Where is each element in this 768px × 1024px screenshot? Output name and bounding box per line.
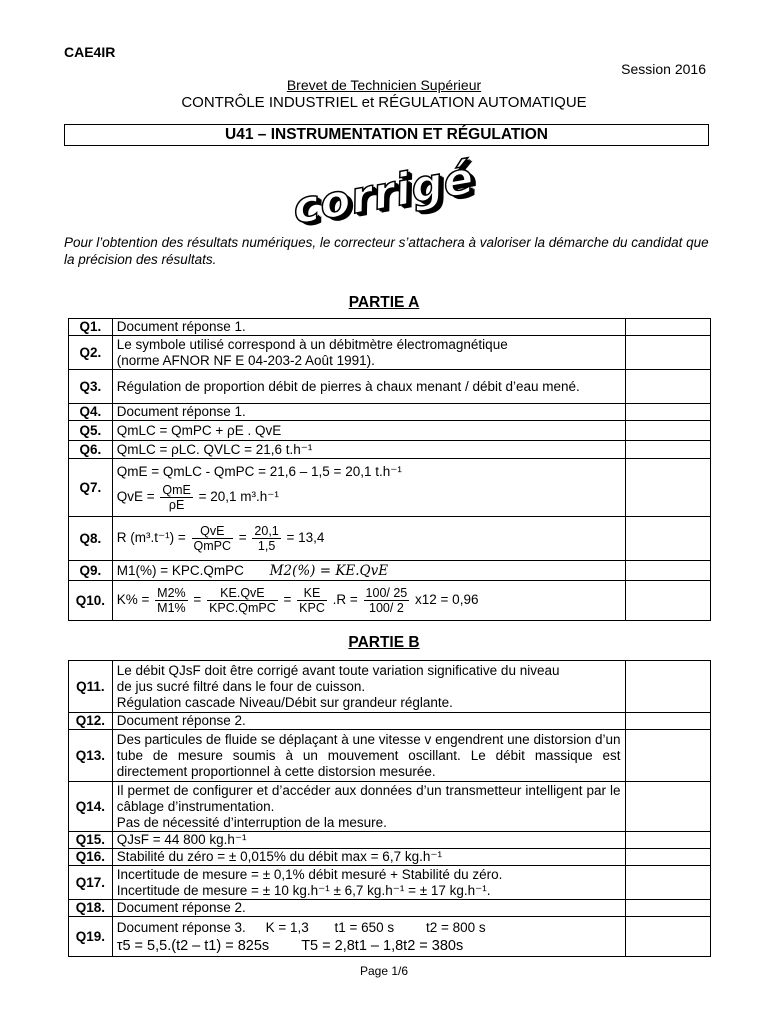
- table-row: [69, 404, 711, 421]
- table-row: [69, 459, 711, 517]
- mark-cell: [625, 730, 710, 782]
- page-number: Page 1/6: [359, 964, 409, 978]
- formula-lhs: QvE =: [116, 488, 155, 504]
- mark-cell: [625, 832, 710, 849]
- answer-line: [117, 936, 621, 954]
- table-row: [69, 782, 711, 832]
- question-label: Q4.: [69, 404, 113, 421]
- mark-cell: [625, 561, 710, 581]
- fraction-numerator: KE.QvE: [207, 586, 278, 601]
- formula-rhs: = 13,4: [286, 530, 325, 546]
- table-row: [69, 421, 711, 441]
- answer-line: QmE = QmLC - QmPC = 21,6 – 1,5 = 20,1 t.h⁻¹: [116, 463, 402, 479]
- intro-paragraph: Pour l’obtention des résultats numériques, le correcteur s’attachera à valoriser la démarche du candidat que la précision des résultats.: [64, 235, 709, 267]
- part-a-title: PARTIE A: [348, 294, 420, 311]
- table-row: [69, 319, 711, 336]
- fraction: [207, 586, 278, 615]
- answer-part: t1 = 650 s: [334, 919, 395, 935]
- table-row: [69, 581, 711, 621]
- question-label: Q2.: [69, 336, 113, 370]
- table-row: [69, 832, 711, 849]
- answer-line: Incertitude de mesure = ± 10 kg.h⁻¹ ± 6,7 kg.h⁻¹ = ± 17 kg.h⁻¹.: [116, 882, 491, 898]
- answer-line: [117, 920, 621, 936]
- fraction-numerator: 100/ 25: [365, 586, 408, 600]
- question-label: Q3.: [69, 370, 113, 404]
- fraction: [192, 524, 234, 553]
- answer-line: Il permet de configurer et d’accéder aux données d’un transmetteur intelligent par le câblage d’instrumentation.: [116, 782, 621, 814]
- answer-line: Pas de nécessité d’interruption de la mesure.: [116, 814, 387, 830]
- answer-text: Document réponse 1.: [112, 319, 625, 336]
- mark-cell: [625, 581, 710, 621]
- answer-text: QmLC = QmPC + ρE . QvE: [112, 421, 625, 441]
- question-label: Q10.: [69, 581, 113, 621]
- mark-cell: [625, 849, 710, 866]
- answer-text: QJsF = 44 800 kg.h⁻¹: [112, 832, 625, 849]
- mark-cell: [625, 782, 710, 832]
- table-row: [69, 866, 711, 900]
- question-label: Q13.: [69, 730, 113, 782]
- mark-cell: [625, 421, 710, 441]
- fraction: [160, 483, 192, 512]
- table-row: [69, 917, 711, 957]
- question-label: Q11.: [69, 661, 113, 713]
- diploma-title: Brevet de Technicien Supérieur: [286, 77, 482, 93]
- answer-text: [112, 661, 625, 713]
- question-label: Q18.: [69, 900, 113, 917]
- fraction-numerator: QmE: [162, 482, 191, 497]
- table-row: [69, 849, 711, 866]
- answer-line: Régulation cascade Niveau/Débit sur grandeur réglante.: [116, 694, 453, 710]
- mark-cell: [625, 404, 710, 421]
- question-label: Q5.: [69, 421, 113, 441]
- answer-text: Document réponse 1.: [112, 404, 625, 421]
- table-row: [69, 441, 711, 459]
- answer-text: [112, 782, 625, 832]
- fraction-denominator: 100/ 2: [369, 601, 404, 615]
- mark-cell: [625, 517, 710, 561]
- answer-formula: [112, 459, 625, 517]
- fraction-numerator: 20,1: [254, 524, 279, 538]
- mark-cell: [625, 866, 710, 900]
- answer-part: τ5 = 5,5.(t2 – t1) = 825s: [116, 937, 270, 954]
- fraction-numerator: M2%: [157, 586, 186, 600]
- table-row: [69, 370, 711, 404]
- fraction-denominator: KPC.QmPC: [209, 601, 276, 615]
- part-a-table: [68, 318, 711, 621]
- table-row: [69, 900, 711, 917]
- fraction: [155, 586, 187, 615]
- fraction-denominator: 1,5: [257, 539, 276, 553]
- mark-cell: [625, 900, 710, 917]
- question-label: Q1.: [69, 319, 113, 336]
- question-label: Q12.: [69, 713, 113, 730]
- formula-line: [117, 480, 621, 512]
- table-row: [69, 661, 711, 713]
- fraction: [364, 586, 410, 615]
- mark-cell: [625, 713, 710, 730]
- formula-lhs: K% =: [116, 592, 150, 608]
- formula-rhs: M2(%) = KE.QvE: [269, 562, 389, 579]
- fraction-denominator: ρE: [168, 497, 185, 512]
- question-label: Q19.: [69, 917, 113, 957]
- answer-text: Document réponse 2.: [112, 900, 625, 917]
- answer-part: Document réponse 3.: [116, 919, 246, 935]
- fraction-numerator: KE: [297, 586, 327, 601]
- question-label: Q14.: [69, 782, 113, 832]
- fraction: [252, 524, 280, 553]
- mark-cell: [625, 336, 710, 370]
- session-label: Session 2016: [621, 61, 706, 77]
- formula-rhs: x12 = 0,96: [415, 592, 479, 608]
- answer-text: Des particules de fluide se déplaçant à une vitesse v engendrent une distorsion d’un tube de mesure soumis à un mouvement oscillant. Le débit massique est directement proportionnel à cette distorsion mesurée.: [112, 730, 625, 782]
- mark-cell: [625, 917, 710, 957]
- answer-text: [112, 866, 625, 900]
- formula-mid: .R =: [332, 592, 358, 608]
- question-label: Q9.: [69, 561, 113, 581]
- answer-line: Incertitude de mesure = ± 0,1% débit mesuré + Stabilité du zéro.: [116, 866, 503, 882]
- answer-part: t2 = 800 s: [425, 919, 486, 935]
- fraction-numerator: QvE: [192, 524, 234, 539]
- mark-cell: [625, 459, 710, 517]
- mark-cell: [625, 441, 710, 459]
- question-label: Q15.: [69, 832, 113, 849]
- mark-cell: [625, 370, 710, 404]
- answer-text: [112, 917, 625, 957]
- answer-part: T5 = 2,8t1 – 1,8t2 = 380s: [301, 937, 464, 954]
- answer-formula: K% = $\frac{M2\%}{M1\%}$ = $\frac{\text{KE.QvE}}{\text{KPC.QmPC}}$ = $\frac{KE}{\text{KPC}}$ .R = $\frac{100/ 25}{100/ 2}$ x12 = 0,96: [112, 581, 625, 621]
- answer-text: Document réponse 2.: [112, 713, 625, 730]
- answer-text: [112, 336, 625, 370]
- part-b-title: PARTIE B: [348, 634, 420, 651]
- fraction-denominator: KPC: [299, 601, 325, 615]
- answer-line: Le symbole utilisé correspond à un débitmètre électromagnétique: [116, 336, 508, 352]
- part-b-table: [68, 660, 711, 957]
- answer-line: Le débit QJsF doit être corrigé avant toute variation significative du niveau: [116, 662, 560, 678]
- answer-line: de jus sucré filtré dans le four de cuisson.: [116, 678, 366, 694]
- answer-part: K = 1,3: [265, 919, 309, 935]
- answer-formula: R (m³.t⁻¹) = $\frac{\text{QvE}}{\text{QmPC}}$ = $\frac{20,1}{1,5}$ = 13,4: [112, 517, 625, 561]
- answer-formula: [112, 561, 625, 581]
- question-label: Q16.: [69, 849, 113, 866]
- answer-text: Stabilité du zéro = ± 0,015% du débit max = 6,7 kg.h⁻¹: [112, 849, 625, 866]
- table-row: [69, 517, 711, 561]
- table-row: [69, 561, 711, 581]
- formula-lhs: M1(%) = KPC.QmPC: [116, 562, 244, 578]
- formula-lhs: R (m³.t⁻¹) =: [116, 530, 186, 546]
- mark-cell: [625, 319, 710, 336]
- fraction-denominator: QmPC: [193, 539, 231, 553]
- fraction: [297, 586, 327, 615]
- answer-text: QmLC = ρLC. QVLC = 21,6 t.h⁻¹: [112, 441, 625, 459]
- table-row: [69, 730, 711, 782]
- answer-line: (norme AFNOR NF E 04-203-2 Août 1991).: [116, 352, 375, 368]
- question-label: Q7.: [69, 459, 113, 517]
- question-label: Q17.: [69, 866, 113, 900]
- fraction-denominator: M1%: [157, 601, 186, 615]
- question-label: Q6.: [69, 441, 113, 459]
- corrige-stamp: corrigé: [288, 152, 479, 235]
- answer-text: Régulation de proportion débit de pierres à chaux menant / débit d’eau mené.: [112, 370, 625, 404]
- formula-rhs: = 20,1 m³.h⁻¹: [198, 488, 279, 504]
- unit-title: U41 – INSTRUMENTATION ET RÉGULATION: [64, 124, 709, 146]
- table-row: [69, 713, 711, 730]
- question-label: Q8.: [69, 517, 113, 561]
- exam-code: CAE4IR: [64, 44, 116, 60]
- table-row: [69, 336, 711, 370]
- subject-title: CONTRÔLE INDUSTRIEL et RÉGULATION AUTOMATIQUE: [181, 94, 587, 111]
- mark-cell: [625, 661, 710, 713]
